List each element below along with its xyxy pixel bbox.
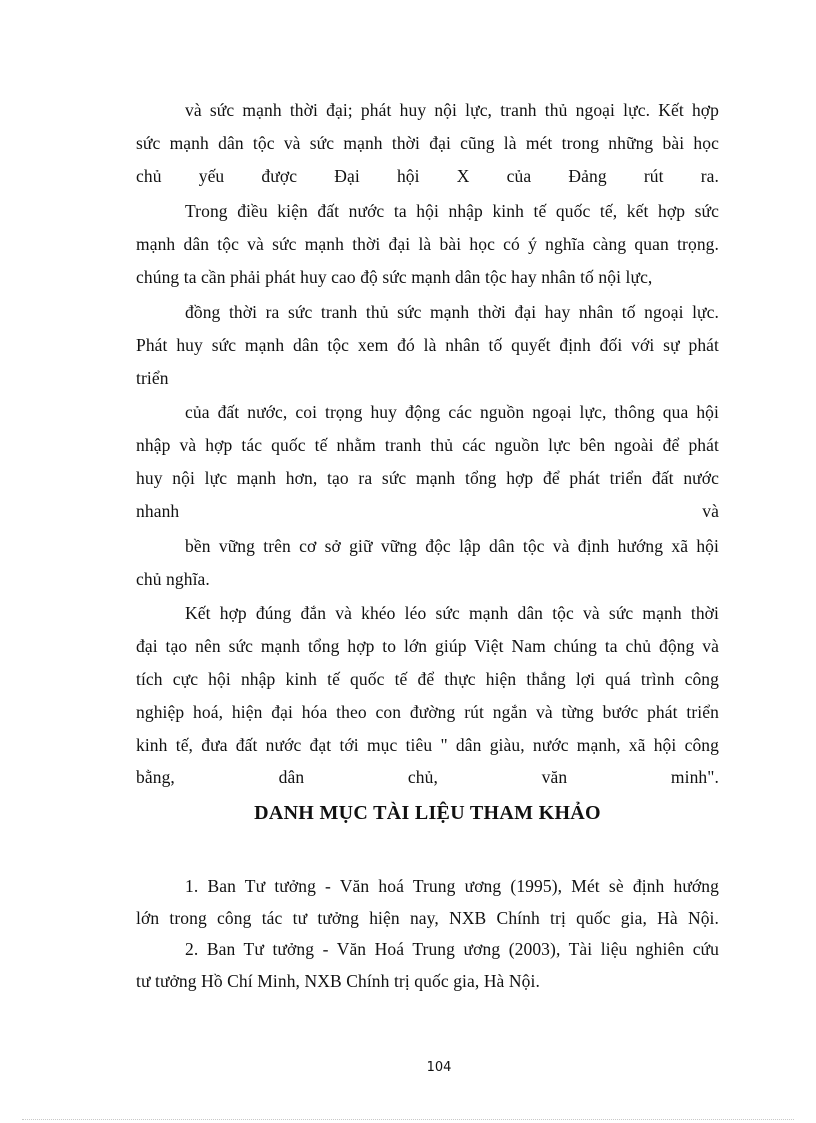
body-text-line: bằng, dân chủ, văn minh". [136,767,719,787]
body-text-line: chúng ta cần phải phát huy cao độ sức mạnh dân tộc hay nhân tố nội lực, [136,267,653,287]
footer-divider [22,1119,794,1120]
body-text-line: bền vững trên cơ sở giữ vững độc lập dân tộc và định hướng xã hội [185,536,719,556]
body-text-line: nhập và hợp tác quốc tế nhằm tranh thủ các nguồn lực bên ngoài để phát [136,435,719,455]
body-text-line: sức mạnh dân tộc và sức mạnh thời đại cũng là mét trong những bài học [136,133,719,153]
reference-line: tư tưởng Hồ Chí Minh, NXB Chính trị quốc gia, Hà Nội. [136,971,540,991]
body-text-line: mạnh dân tộc và sức mạnh thời đại là bài học có ý nghĩa càng quan trọng. [136,234,719,254]
body-text-line: Phát huy sức mạnh dân tộc xem đó là nhân tố quyết định đối với sự phát [136,335,719,355]
reference-line: 2. Ban Tư tưởng - Văn Hoá Trung ương (2003), Tài liệu nghiên cứu [185,939,719,959]
body-text-line: triển [136,368,169,388]
body-text-line: đồng thời ra sức tranh thủ sức mạnh thời đại hay nhân tố ngoại lực. [185,302,719,322]
body-text-line: đại tạo nên sức mạnh tổng hợp to lớn giúp Việt Nam chúng ta chủ động và [136,636,719,656]
body-text-line: chủ yếu được Đại hội X của Đảng rút ra. [136,166,719,186]
body-text-line: tích cực hội nhập kinh tế quốc tế để thực hiện thắng lợi quá trình công [136,669,719,689]
body-text-line: Kết hợp đúng đắn và khéo léo sức mạnh dân tộc và sức mạnh thời [185,603,719,623]
references-heading: DANH MỤC TÀI LIỆU THAM KHẢO [254,802,601,824]
reference-line: 1. Ban Tư tưởng - Văn hoá Trung ương (1995), Mét sè định hướng [185,876,719,896]
body-text-line: nhanh và [136,501,719,521]
body-text-line: huy nội lực mạnh hơn, tạo ra sức mạnh tổng hợp để phát triển đất nước [136,468,719,488]
body-text-line: và sức mạnh thời đại; phát huy nội lực, tranh thủ ngoại lực. Kết hợp [185,100,719,120]
body-text-line: Trong điều kiện đất nước ta hội nhập kinh tế quốc tế, kết hợp sức [185,201,719,221]
body-text-line: kinh tế, đưa đất nước đạt tới mục tiêu " dân giàu, nước mạnh, xã hội công [136,735,719,755]
reference-line: lớn trong công tác tư tưởng hiện nay, NXB Chính trị quốc gia, Hà Nội. [136,908,719,928]
body-text-line: chủ nghĩa. [136,569,210,589]
page-number: 104 [426,1060,452,1075]
body-text-line: nghiệp hoá, hiện đại hóa theo con đường rút ngắn và từng bước phát triển [136,702,719,722]
body-text-line: của đất nước, coi trọng huy động các nguồn ngoại lực, thông qua hội [185,402,719,422]
